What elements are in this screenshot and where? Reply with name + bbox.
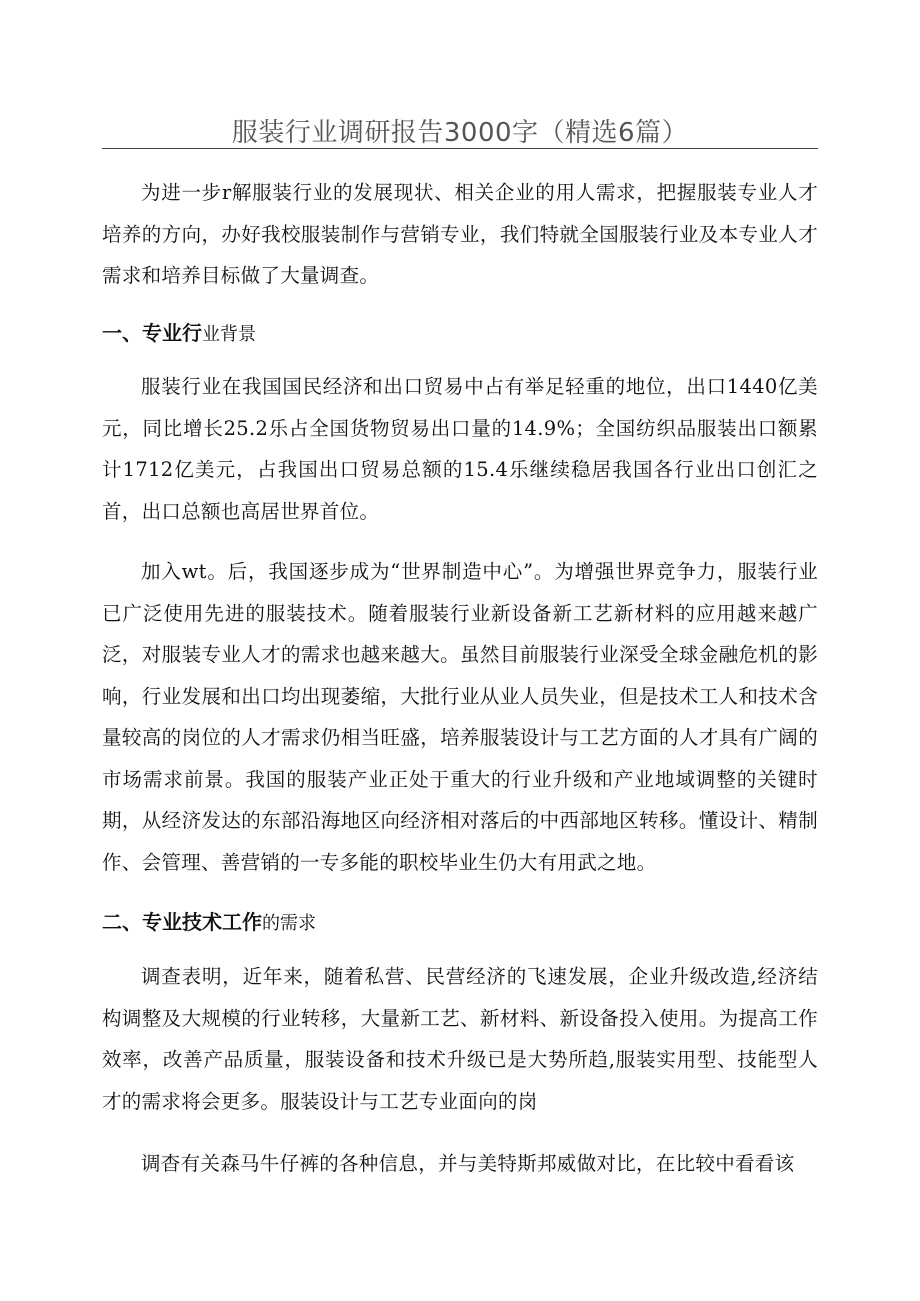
section-1-paragraph-2: 加入wt。后，我国逐步成为“世界制造中心”。为增强世界竞争力，服装行业已广泛使用先进的服装技术。随着服装行业新设备新工艺新材料的应用越来越广泛，对服装专业人才的需求也越来越大。虽然目前服装行业深受全球金融危机的影响，行业发展和出口均出现萎缩，大批行业从业人员失业，但是技术工人和技术含量较高的岗位的人才需求仍相当旺盛，培养服装设计与工艺方面的人才具有广阔的市场需求前景。我国的服装产业正处于重大的行业升级和产业地域调整的关键时期，从经济发达的东部沿海地区向经济相对落后的中西部地区转移。懂设计、精制作、会管理、善营销的一专多能的职校毕业生仍大有用武之地。: [102, 560, 818, 874]
section-2-heading: [102, 907, 818, 939]
document-title: 服装行业调研报告3000字（精选6篇）: [231, 118, 689, 148]
section-2-paragraph-1: 调查表明，近年来，随着私营、民营经济的飞速发展，企业升级改造,经济结构调整及大规模的行业转移，大量新工艺、新材料、新设备投入使用。为提高工作效率，改善产品质量，服装设备和技术升级已是大势所趋,服装实用型、技能型人才的需求将会更多。服装设计与工艺专业面向的岗: [102, 965, 818, 1113]
section-2-paragraph-2: 调杳有关森马牛仔裤的各种信息，并与美特斯邦威做对比，在比较中看看该: [141, 1152, 795, 1175]
section-2-heading-tail: 的需求: [262, 913, 316, 934]
section-1-paragraph-1: 服装行业在我国国民经济和出口贸易中占有举足轻重的地位，出口1440亿美元，同比增长25.2乐占全国货物贸易出口量的14.9%；全国纺织品服装出口额累计1712亿美元，占我国出口贸易总额的15.4乐继续稳居我国各行业出口创汇之首，出口总额也高居世界首位。: [102, 375, 818, 523]
section-2-heading-main: 二、专业技术工作: [102, 910, 262, 934]
title-underline: [102, 148, 818, 149]
section-1-heading-main: 一、专业行: [102, 321, 202, 345]
intro-paragraph: 为进一步r解服装行业的发展现状、相关企业的用人需求，把握服装专业人才培养的方向，办好我校服装制作与营销专业，我们特就全国服装行业及本专业人才需求和培养目标做了大量调查。: [102, 181, 818, 287]
section-1-heading: [102, 318, 818, 350]
section-1-heading-tail: 业背景: [202, 324, 256, 345]
